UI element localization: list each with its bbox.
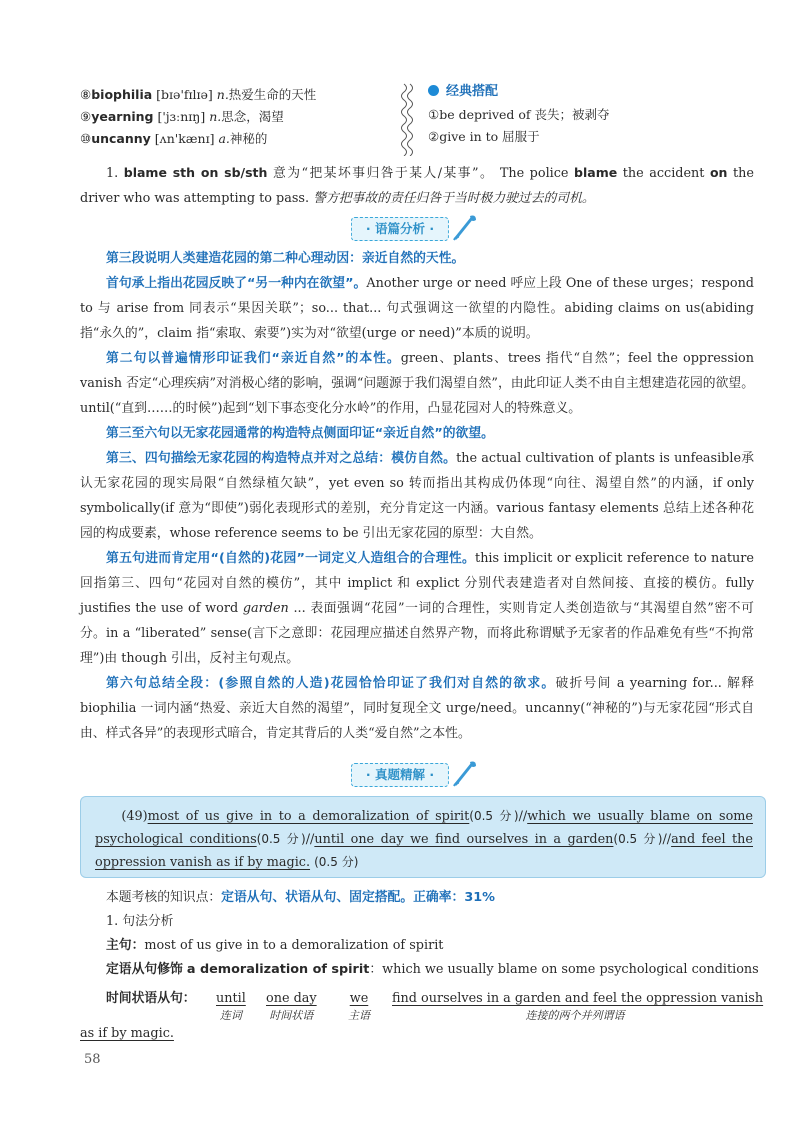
- analysis-summary: 第三段说明人类建造花园的第二种心理动因：亲近自然的天性。: [106, 251, 465, 266]
- time-adverbial-label: 时间状语从句：: [106, 991, 196, 1006]
- page-number: 58: [84, 1052, 101, 1067]
- subsection-heading: 1. 句法分析: [106, 914, 174, 929]
- collocation-heading: 经典搭配: [428, 80, 728, 104]
- collocation-item: ①be deprived of 丧失；被剥夺: [428, 107, 610, 122]
- bullet-dot-icon: [428, 85, 439, 96]
- time-adverbial-row: [80, 990, 764, 1024]
- collocation-item: ②give in to 屈服于: [428, 129, 540, 144]
- wavy-divider: [396, 82, 418, 156]
- vocab-item: ⑧biophilia [bɪə'fɪlɪə] n.热爱生命的天性: [80, 87, 317, 102]
- brush-icon: [452, 212, 478, 242]
- analysis-summary: 第三至六句以无家花园通常的构造特点侧面印证“亲近自然”的欲望。: [106, 426, 494, 441]
- analysis-point: 首句承上指出花园反映了“另一种内在欲望”。Another urge or need 呼应上段 One of these urges；respond to 与 arise from 同表示“果因关联”；so... that... 句式强调这一欲望的内隐性。abiding claims on us(abiding 指“永久的”，claim 指“索取、索要”)实为对“欲望(urge or need)”本质的说明。: [80, 276, 754, 341]
- clause-segment: we 主语: [348, 991, 370, 1022]
- vocab-item: ⑨yearning ['jɜːnɪŋ] n.思念，渴望: [80, 109, 284, 124]
- attributive-clause-row: 定语从句修饰 a demoralization of spirit：which we usually blame on some psychological conditions: [106, 962, 759, 977]
- analysis-point: 第二句以普遍情形印证我们“亲近自然”的本性。green、plants、trees 指代“自然”；feel the oppression vanish 否定“心理疾病”对消极心绪的影响，强调“问题源于我们渴望自然”，由此印证人类不由自主想建造花园的欲望。until(“直到……的时候”)起到“划下事态变化分水岭”的作用，凸显花园对人的特殊意义。: [80, 351, 754, 416]
- clause-segment: until 连词: [216, 991, 246, 1022]
- usage-note: 1. blame sth on sb/sth 意为“把某坏事归咎于某人/某事”。 The police blame the accident on the driver who was attempting to pass. 警方把事故的责任归咎于当时极力驶过去的司机。: [80, 165, 754, 206]
- banner-label: · 语篇分析 ·: [351, 217, 449, 241]
- vocab-item: ⑩uncanny [ʌn'kænɪ] a.神秘的: [80, 131, 268, 146]
- model-answer-text: (49)most of us give in to a demoralization of spirit(0.5 分)//which we usually blame on some psychological conditions(0.5 分)//until one day we find ourselves in a garden(0.5 分)//and feel the oppression vanish as if by magic. (0.5 分): [95, 809, 753, 870]
- main-clause-row: 主句：most of us give in to a demoralization of spirit: [106, 938, 444, 953]
- brush-icon: [452, 758, 478, 788]
- vocabulary-list: [80, 84, 390, 150]
- section-banner-discourse: [0, 214, 800, 244]
- model-answer-box: [80, 796, 766, 878]
- clause-segment: find ourselves in a garden and feel the oppression vanish 连接的两个并列谓语: [392, 991, 764, 1022]
- analysis-point: 第六句总结全段：(参照自然的人造)花园恰恰印证了我们对自然的欲求。破折号间 a yearning for... 解释 biophilia 一词内涵“热爱、亲近大自然的渴望”，同时复现全文 urge/need。uncanny(“神秘的”)与无家花园“形式自由、样式各异”的表现形式暗合，肯定其背后的人类“爱自然”之本性。: [80, 676, 755, 741]
- clause-segment: one day 时间状语: [266, 991, 317, 1022]
- collocation-box: [428, 80, 728, 148]
- syntax-analysis: [80, 886, 760, 982]
- section-banner-answer: [0, 760, 800, 790]
- analysis-text: [80, 246, 754, 746]
- knowledge-points: 本题考核的知识点：定语从句、状语从句、固定搭配。正确率：31%: [106, 890, 495, 905]
- analysis-point: 第五句进而肯定用“(自然的)花园”一词定义人造组合的合理性。this implicit or explicit reference to nature 回指第三、四句“花园对自然的模仿”，其中 implict 和 explict 分别代表建造者对自然间接、直接的模仿。fully justifies the use of word garden ... 表面强调“花园”一词的合理性，实则肯定人类创造欲与“其渴望自然”密不可分。in a “liberated” sense(言下之意即：花园理应描述自然界产物，而将此称谓赋予无家者的作品难免有些“不拘常理”)由 though 引出，反衬主句观点。: [80, 551, 754, 666]
- analysis-point: 第三、四句描绘无家花园的构造特点并对之总结：模仿自然。the actual cultivation of plants is unfeasible承认无家花园的现实局限“自然绿植欠缺”，yet even so 转而指出其构成仍体现“向往、渴望自然”的内涵，if only symbolically(if 意为“即使”)弱化表现形式的差别，充分肯定这一内涵。various fantasy elements 总结上述各种花园的构成要素，whose reference seems to be 引出无家花园的原型：大自然。: [80, 451, 755, 541]
- clause-continuation: as if by magic.: [80, 1026, 174, 1041]
- banner-label: · 真题精解 ·: [351, 763, 449, 787]
